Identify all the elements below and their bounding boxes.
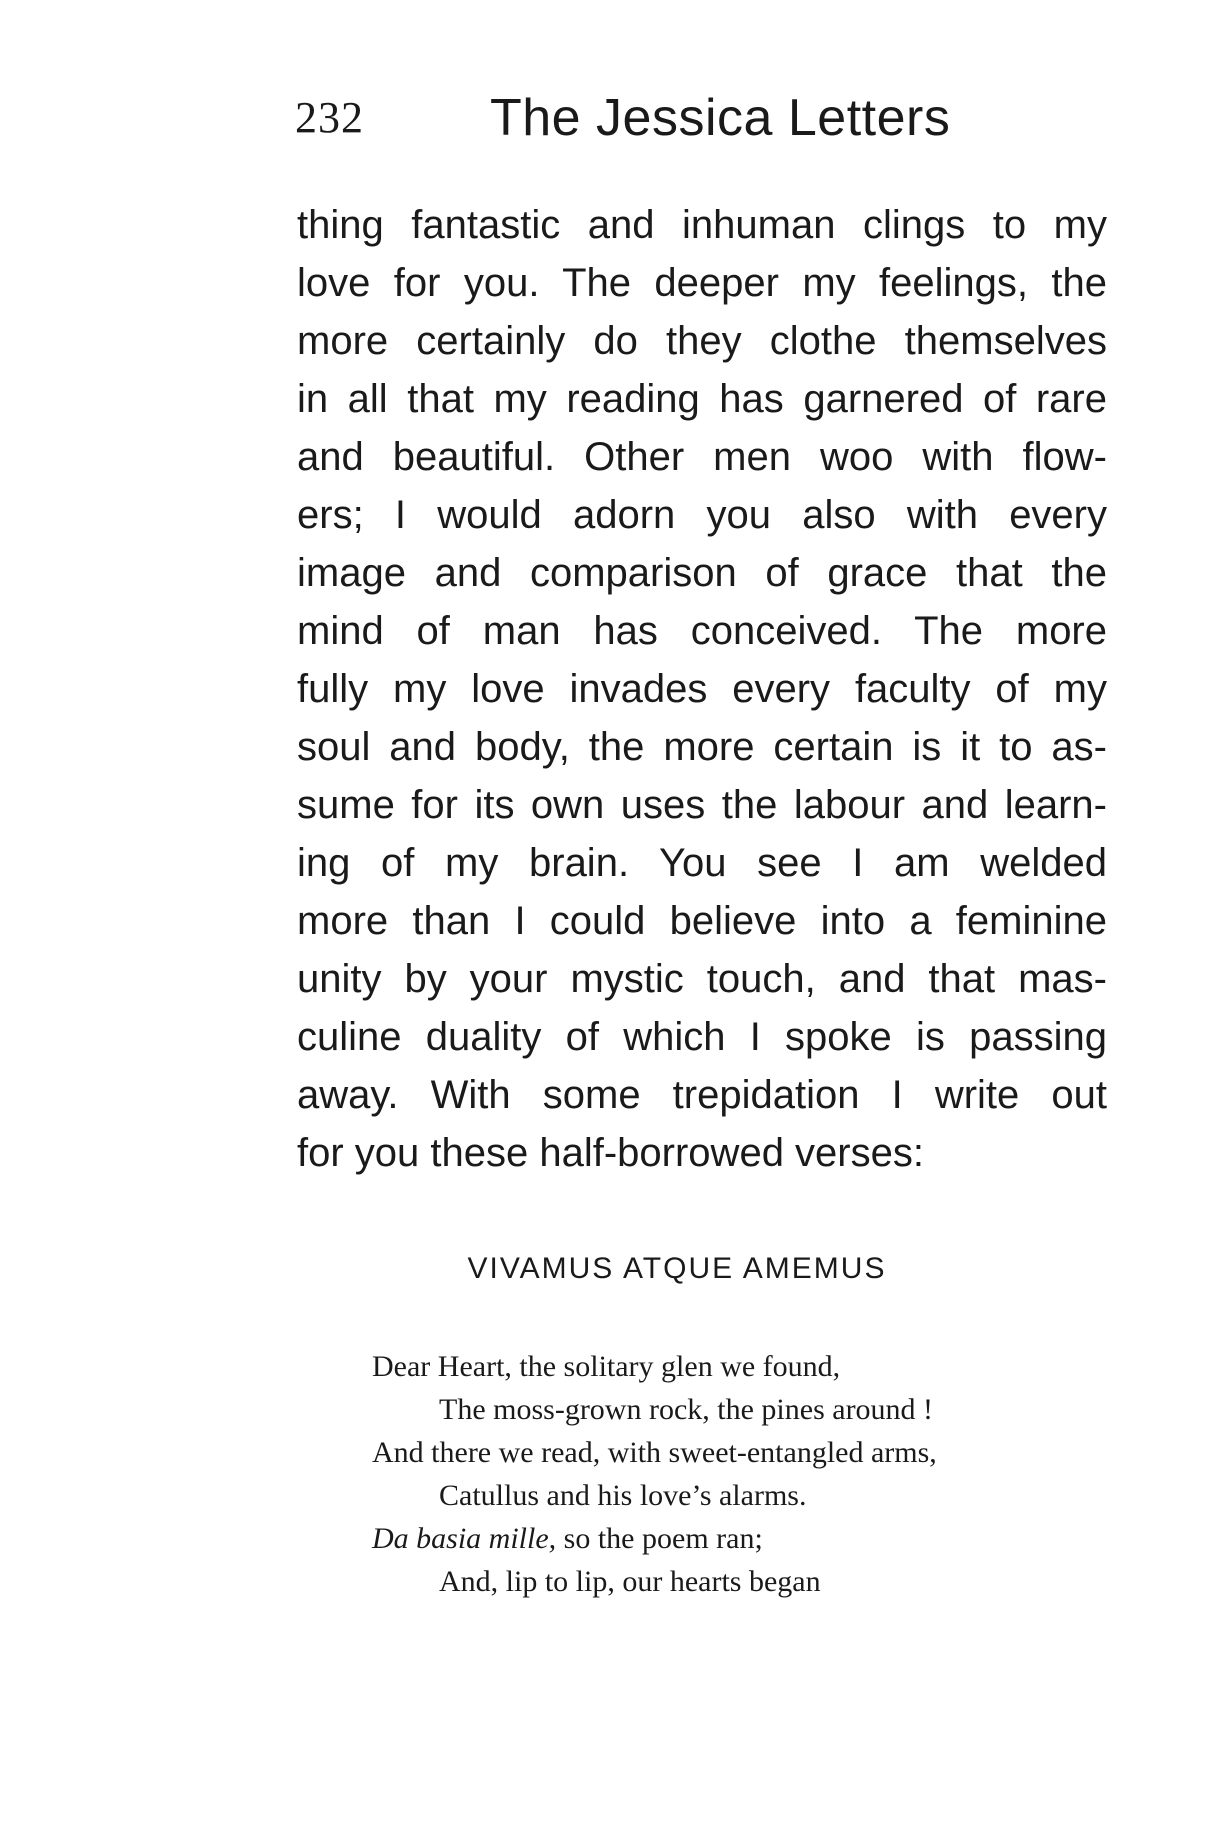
body-line: and beautiful. Other men woo with flow- — [297, 435, 1107, 479]
body-line: soul and body, the more certain is it to as- — [297, 725, 1107, 769]
body-line: unity by your mystic touch, and that mas- — [297, 957, 1107, 1001]
poem-line-latin — [372, 1517, 1092, 1560]
poem-line: And, lip to lip, our hearts began — [439, 1565, 821, 1598]
poem-line: The moss-grown rock, the pines around ! — [439, 1393, 934, 1426]
body-line: fully my love invades every faculty of my — [297, 667, 1107, 711]
body-line: image and comparison of grace that the — [297, 551, 1107, 595]
poem-line: Catullus and his love’s alarms. — [439, 1479, 807, 1512]
body-line: mind of man has conceived. The more — [297, 609, 1107, 653]
body-line: thing fantastic and inhuman clings to my — [297, 203, 1107, 247]
body-line: ers; I would adorn you also with every — [297, 493, 1107, 537]
body-line: for you these half-borrowed verses: — [297, 1131, 924, 1175]
body-line: culine duality of which I spoke is passing — [297, 1015, 1107, 1059]
latin-phrase: Da basia mille, — [372, 1522, 557, 1555]
body-line: ing of my brain. You see I am welded — [297, 841, 1107, 885]
running-title: The Jessica Letters — [490, 89, 951, 147]
poem-line: Dear Heart, the solitary glen we found, — [372, 1350, 841, 1383]
body-line: love for you. The deeper my feelings, the — [297, 261, 1107, 305]
body-paragraph — [297, 196, 1107, 1182]
poem-line: And there we read, with sweet-entangled arms, — [372, 1436, 937, 1469]
page-header — [295, 89, 995, 162]
body-line: more certainly do they clothe themselves — [297, 319, 1107, 363]
body-line: sume for its own uses the labour and learn- — [297, 783, 1107, 827]
page-number: 232 — [295, 93, 364, 142]
body-line: more than I could believe into a feminine — [297, 899, 1107, 943]
poem-title: VIVAMUS ATQUE AMEMUS — [467, 1252, 887, 1285]
body-line: away. With some trepidation I write out — [297, 1073, 1107, 1117]
poem — [372, 1345, 1092, 1603]
body-line: in all that my reading has garnered of rare — [297, 377, 1107, 421]
poem-line-rest: so the poem ran; — [563, 1522, 763, 1555]
